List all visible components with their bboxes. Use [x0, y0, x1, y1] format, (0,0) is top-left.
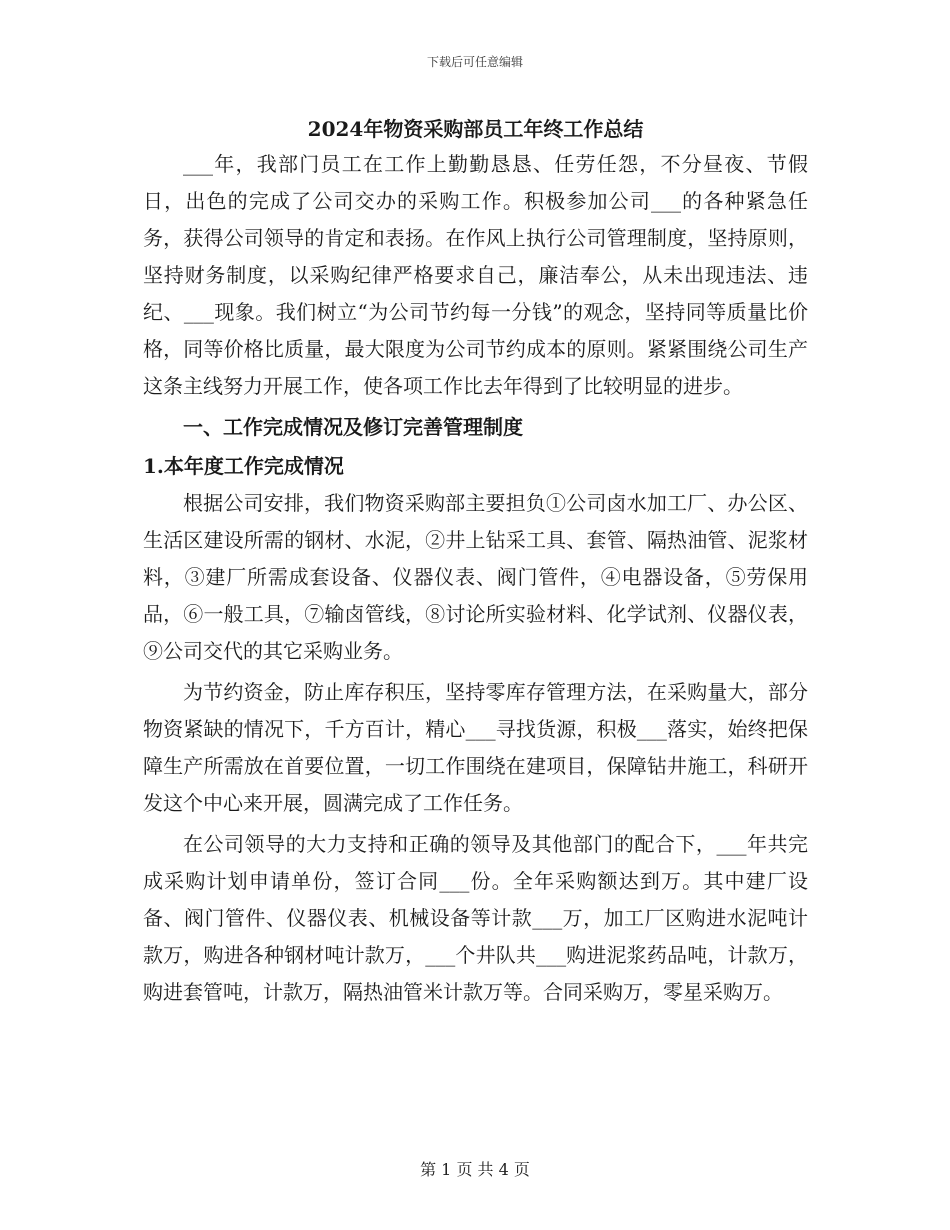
document-body — [143, 112, 808, 1011]
page-header-note: 下载后可任意编辑 — [426, 55, 523, 69]
intro-paragraph: ___年，我部门员工在工作上勤勤恳恳、任劳任怨，不分昼夜、节假日，出色的完成了公司交办的采购工作。积极参加公司___的各种紧急任务，获得公司领导的肯定和表扬。在作风上执行公司管理制度，坚持原则，坚持财务制度，以采购纪律严格要求自己，廉洁奉公，从未出现违法、违纪、___现象。我们树立“为公司节约每一分钱”的观念，坚持同等质量比价格，同等价格比质量，最大限度为公司节约成本的原则。紧紧围绕公司生产这条主线努力开展工作，使各项工作比去年得到了比较明显的进步。 — [143, 152, 808, 398]
body-paragraph: 根据公司安排，我们物资采购部主要担负①公司卤水加工厂、办公区、生活区建设所需的钢材、水泥，②井上钻采工具、套管、隔热油管、泥浆材料，③建厂所需成套设备、仪器仪表、阀门管件，④电器设备，⑤劳保用品，⑥一般工具，⑦输卤管线，⑧讨论所实验材料、化学试剂、仪器仪表，⑨公司交代的其它采购业务。 — [143, 491, 808, 663]
subsection-heading: 1.本年度工作完成情况 — [143, 454, 344, 478]
section-heading: 一、工作完成情况及修订完善管理制度 — [183, 415, 523, 439]
page-number: 第 1 页 共 4 页 — [420, 1160, 530, 1179]
body-paragraph: 在公司领导的大力支持和正确的领导及其他部门的配合下，___年共完成采购计划申请单份，签订合同___份。全年采购额达到万。其中建厂设备、阀门管件、仪器仪表、机械设备等计款___万，加工厂区购进水泥吨计款万，购进各种钢材吨计款万，___个井队共___购进泥浆药品吨，计款万，购进套管吨，计款万，隔热油管米计款万等。合同采购万，零星采购万。 — [143, 832, 808, 1004]
document-title: 2024年物资采购部员工年终工作总结 — [307, 117, 644, 141]
body-paragraph: 为节约资金，防止库存积压，坚持零库存管理方法，在采购量大，部分物资紧缺的情况下，千方百计，精心___寻找货源，积极___落实，始终把保障生产所需放在首要位置，一切工作围绕在建项目，保障钻井施工，科研开发这个中心来开展，圆满完成了工作任务。 — [143, 680, 808, 815]
